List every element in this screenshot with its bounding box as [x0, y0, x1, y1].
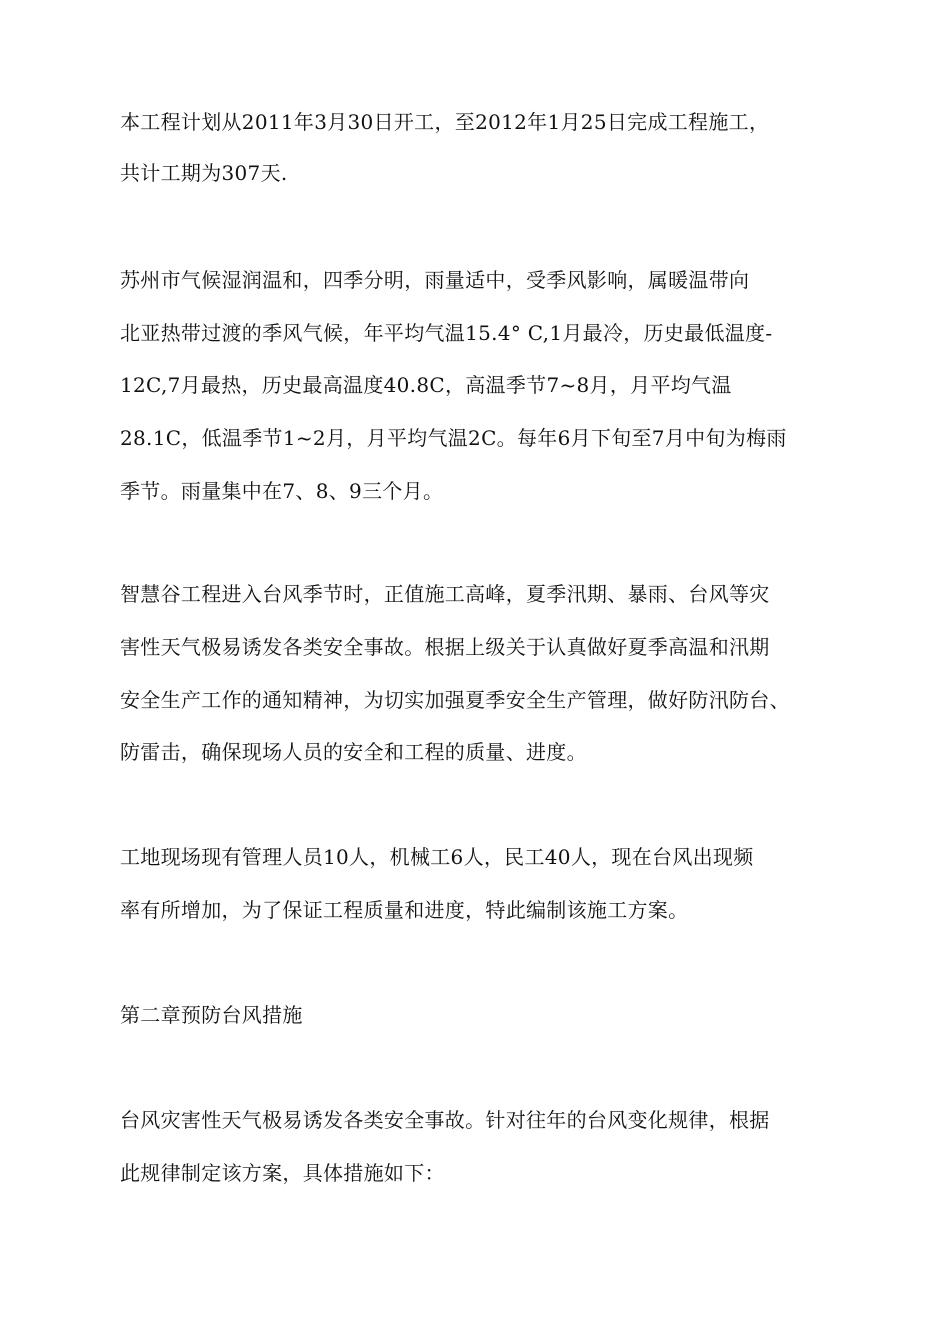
- paragraph-3-line-1: 智慧谷工程进入台风季节时，正值施工高峰，夏季汛期、暴雨、台风等灾: [120, 582, 770, 606]
- paragraph-1-line-2: 共计工期为307天.: [120, 161, 288, 185]
- paragraph-2-line-2: 北亚热带过渡的季风气候，年平均气温15.4° C,1月最冷，历史最低温度-: [120, 321, 773, 345]
- paragraph-3-line-4: 防雷击，确保现场人员的安全和工程的质量、进度。: [120, 740, 587, 764]
- paragraph-5-line-1: 台风灾害性天气极易诱发各类安全事故。针对往年的台风变化规律，根据: [120, 1108, 770, 1132]
- chapter-heading: 第二章预防台风措施: [120, 1003, 303, 1027]
- paragraph-4-line-2: 率有所增加，为了保证工程质量和进度，特此编制该施工方案。: [120, 898, 689, 922]
- paragraph-4-line-1: 工地现场现有管理人员10人，机械工6人，民工40人，现在台风出现频: [120, 845, 754, 869]
- paragraph-3-line-2: 害性天气极易诱发各类安全事故。根据上级关于认真做好夏季高温和汛期: [120, 635, 770, 659]
- paragraph-1-line-1: 本工程计划从2011年3月30日开工，至2012年1月25日完成工程施工，: [120, 110, 770, 134]
- paragraph-3-line-3: 安全生产工作的通知精神，为切实加强夏季安全生产管理，做好防汛防台、: [120, 688, 790, 712]
- paragraph-2-line-4: 28.1C，低温季节1~2月，月平均气温2C。每年6月下旬至7月中旬为梅雨: [120, 426, 787, 450]
- paragraph-5-line-2: 此规律制定该方案，具体措施如下：: [120, 1161, 445, 1185]
- paragraph-2-line-1: 苏州市气候湿润温和，四季分明，雨量适中，受季风影响，属暖温带向: [120, 268, 750, 292]
- paragraph-2-line-5: 季节。雨量集中在7、8、9三个月。: [120, 479, 444, 503]
- paragraph-2-line-3: 12C,7月最热，历史最高温度40.8C，高温季节7~8月，月平均气温: [120, 373, 732, 397]
